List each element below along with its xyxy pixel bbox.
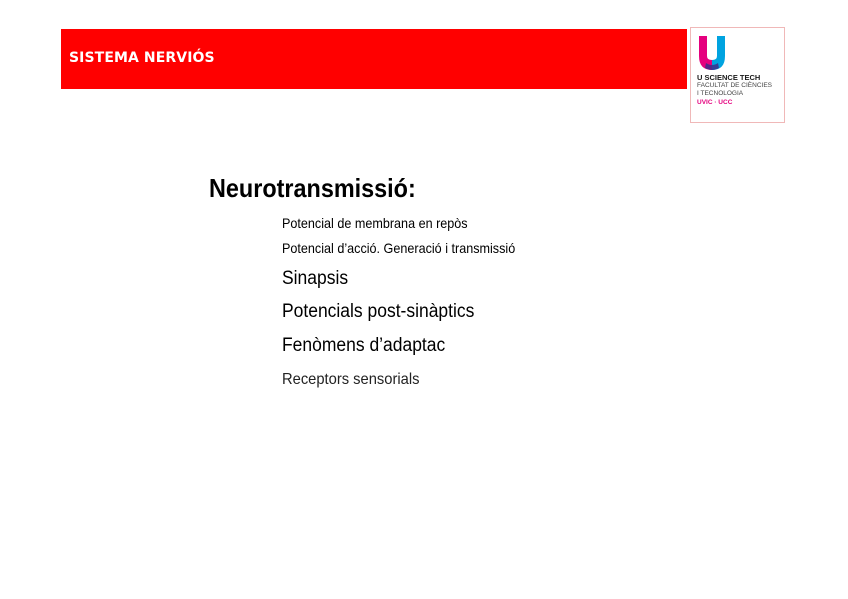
header-title: SISTEMA NERVIÓS: [69, 50, 215, 66]
logo-faculty-line2: I TECNOLOGIA: [697, 90, 744, 97]
topic-item: Fenòmens d’adaptac: [282, 335, 446, 356]
header-band: [61, 29, 687, 89]
topic-item: Potencials post-sinàptics: [282, 301, 475, 322]
logo: [690, 27, 785, 123]
logo-name: U SCIENCE TECH: [697, 73, 761, 82]
logo-org: UVIC · UCC: [697, 99, 733, 106]
u-logo-icon: [697, 36, 727, 70]
logo-faculty-line1: FACULTAT DE CIÈNCIES: [697, 82, 773, 89]
topic-item: Receptors sensorials: [282, 371, 420, 388]
topic-item: Potencial d’acció. Generació i transmissió: [282, 240, 516, 256]
topic-item: Potencial de membrana en repòs: [282, 215, 468, 231]
slide-heading: Neurotransmissió:: [209, 173, 416, 203]
topic-item: Sinapsis: [282, 268, 349, 289]
